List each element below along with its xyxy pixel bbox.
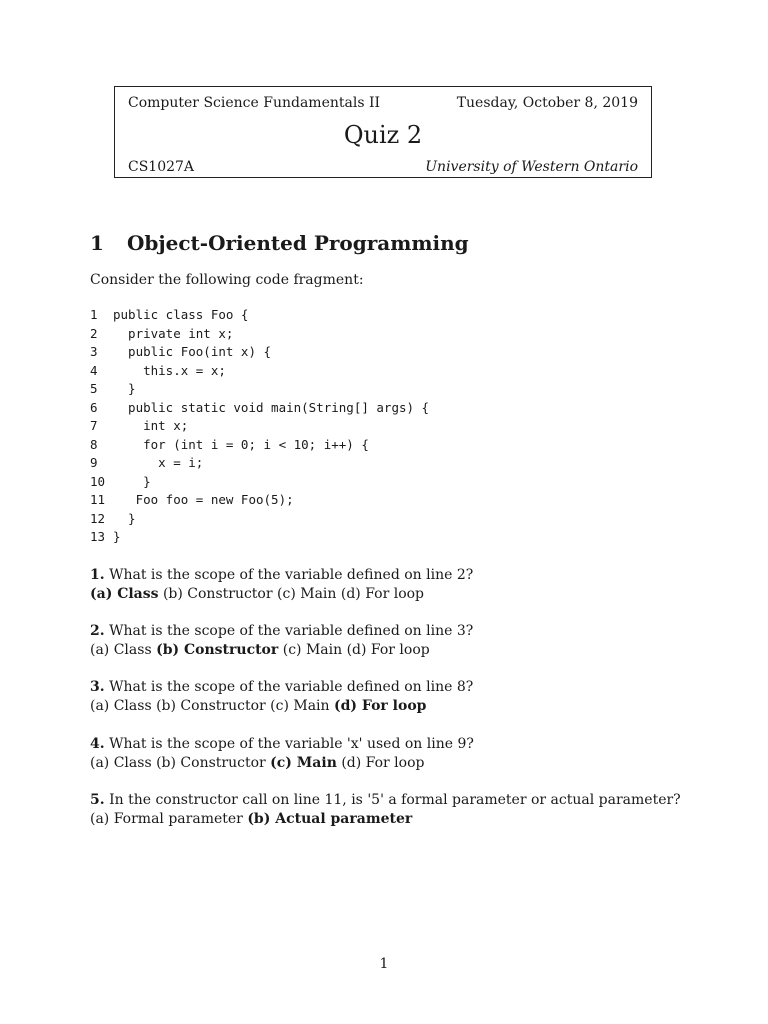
section-number: 1 bbox=[90, 231, 104, 255]
course-code: CS1027A bbox=[128, 159, 195, 175]
header-top-row bbox=[128, 95, 638, 111]
question-2 bbox=[90, 622, 473, 659]
code-line bbox=[90, 343, 429, 362]
answer-options bbox=[90, 641, 473, 660]
answer-option: (a) Formal parameter bbox=[90, 810, 243, 827]
correct-answer-option: (a) Class bbox=[90, 585, 159, 602]
question-text: What is the scope of the variable defined on line 3? bbox=[109, 623, 474, 639]
university-name: University of Western Ontario bbox=[425, 159, 638, 175]
code-line-number: 12 bbox=[90, 510, 106, 526]
answer-option: (c) Main bbox=[277, 585, 337, 602]
code-line-number: 1 bbox=[90, 307, 98, 322]
code-line-text: this.x = x; bbox=[113, 362, 226, 378]
code-line-text: } bbox=[113, 510, 136, 526]
correct-answer-option: (b) Actual parameter bbox=[247, 810, 413, 827]
question-5 bbox=[90, 791, 681, 828]
code-line-text: for (int i = 0; i < 10; i++) { bbox=[113, 436, 369, 452]
page-number: 1 bbox=[379, 956, 389, 972]
code-line-text: } bbox=[113, 529, 121, 544]
answer-option: (c) Main bbox=[270, 697, 330, 714]
code-line-number: 6 bbox=[90, 399, 98, 415]
code-line-text: Foo foo = new Foo(5); bbox=[113, 492, 294, 507]
answer-option: (a) Class bbox=[90, 641, 152, 658]
code-line bbox=[90, 491, 429, 510]
section-heading bbox=[90, 229, 469, 257]
code-line-number: 5 bbox=[90, 381, 98, 396]
answer-option: (d) For loop bbox=[341, 754, 425, 771]
question-prompt bbox=[90, 622, 473, 641]
answer-option: (d) For loop bbox=[346, 641, 430, 658]
code-line-text: x = i; bbox=[113, 455, 204, 470]
answer-option: (b) Constructor bbox=[156, 697, 266, 714]
question-3 bbox=[90, 678, 473, 715]
code-line-text: public Foo(int x) { bbox=[113, 344, 272, 359]
code-line bbox=[90, 510, 429, 529]
question-number: 1. bbox=[90, 567, 105, 583]
question-number: 2. bbox=[90, 623, 105, 639]
code-line-number: 8 bbox=[90, 436, 98, 452]
question-text: What is the scope of the variable defined on line 2? bbox=[109, 567, 474, 583]
question-number: 4. bbox=[90, 736, 105, 752]
section-title: Object-Oriented Programming bbox=[127, 231, 469, 255]
quiz-date: Tuesday, October 8, 2019 bbox=[456, 95, 638, 111]
answer-option: (d) For loop bbox=[340, 585, 425, 602]
code-line bbox=[90, 473, 429, 492]
code-line bbox=[90, 306, 429, 325]
code-line-number: 10 bbox=[90, 473, 106, 489]
question-number: 5. bbox=[90, 792, 105, 808]
header-bottom-row bbox=[128, 159, 638, 175]
code-line-text: public class Foo { bbox=[113, 307, 249, 322]
code-line bbox=[90, 362, 429, 381]
correct-answer-option: (c) Main bbox=[270, 754, 337, 771]
code-line bbox=[90, 436, 429, 455]
question-prompt bbox=[90, 678, 473, 697]
question-prompt bbox=[90, 791, 681, 810]
code-line-text: private int x; bbox=[113, 325, 234, 341]
code-line-text: } bbox=[113, 473, 151, 489]
answer-option: (b) Constructor bbox=[162, 585, 273, 602]
code-line-number: 3 bbox=[90, 344, 98, 359]
answer-options bbox=[90, 810, 681, 829]
answer-option: (c) Main bbox=[282, 641, 343, 658]
code-line-number: 7 bbox=[90, 418, 98, 433]
code-line-number: 2 bbox=[90, 325, 98, 341]
code-line-number: 4 bbox=[90, 362, 98, 378]
code-line bbox=[90, 325, 429, 344]
code-line bbox=[90, 399, 429, 418]
code-line-number: 13 bbox=[90, 529, 106, 544]
question-text: What is the scope of the variable 'x' used on line 9? bbox=[109, 736, 474, 752]
question-text: What is the scope of the variable defined on line 8? bbox=[109, 679, 474, 695]
quiz-header-box bbox=[114, 86, 652, 178]
answer-options bbox=[90, 754, 474, 773]
code-line-number: 11 bbox=[90, 492, 106, 507]
question-4 bbox=[90, 735, 474, 772]
code-line-text: } bbox=[113, 381, 136, 396]
code-line-number: 9 bbox=[90, 455, 98, 470]
question-number: 3. bbox=[90, 679, 105, 695]
correct-answer-option: (d) For loop bbox=[334, 697, 427, 714]
section-intro: Consider the following code fragment: bbox=[90, 272, 364, 288]
answer-options bbox=[90, 585, 473, 604]
course-name: Computer Science Fundamentals II bbox=[128, 95, 381, 111]
answer-option: (a) Class bbox=[90, 697, 152, 714]
correct-answer-option: (b) Constructor bbox=[156, 641, 279, 658]
question-text: In the constructor call on line 11, is '5' a formal parameter or actual parameter? bbox=[109, 792, 681, 808]
answer-option: (b) Constructor bbox=[156, 754, 266, 771]
code-line bbox=[90, 380, 429, 399]
code-listing bbox=[90, 306, 429, 547]
question-prompt bbox=[90, 735, 474, 754]
answer-option: (a) Class bbox=[90, 754, 152, 771]
quiz-title: Quiz 2 bbox=[343, 121, 423, 149]
question-prompt bbox=[90, 566, 473, 585]
code-line bbox=[90, 454, 429, 473]
code-line bbox=[90, 528, 429, 547]
code-line bbox=[90, 417, 429, 436]
code-line-text: int x; bbox=[113, 418, 189, 433]
answer-options bbox=[90, 697, 473, 716]
code-line-text: public static void main(String[] args) { bbox=[113, 399, 430, 415]
question-1 bbox=[90, 566, 473, 603]
